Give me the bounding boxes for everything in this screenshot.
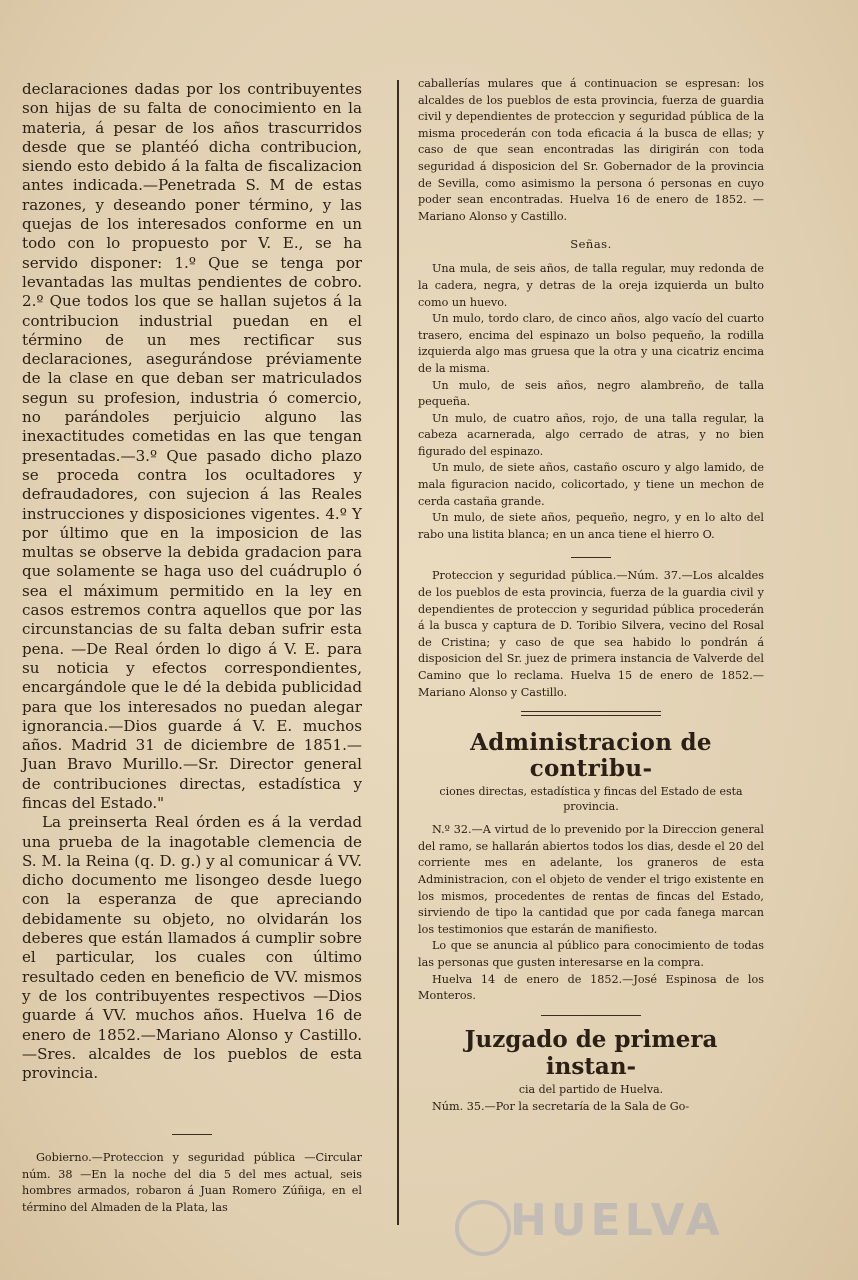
administracion-heading: Administracion de contribu- xyxy=(470,729,712,783)
senas-item: Un mulo, de siete años, pequeño, negro, y en lo alto del rabo una listita blanca; en un anca tiene el hierro O. xyxy=(418,511,764,541)
robbery-notice-text: caballerías mulares que á continuacion se espresan: los alcaldes de los pueblos de esta provincia, fuerza de guardia civil y dependientes de proteccion y seguridad pública de la misma procederán con toda eficacia á la busca de ellas; y caso de que sean encontradas las dirigirán con toda seguridad á disposicion del Sr. Gobernador de la provincia de Sevilla, como asimismo la persona ó personas en cuyo poder sean encontradas. Huelva 16 de enero de 1852. —Mariano Alonso y Castillo. xyxy=(418,77,764,223)
gobierno-circular xyxy=(22,1150,362,1216)
watermark-text: HUELVA xyxy=(510,1195,724,1246)
right-column xyxy=(418,76,764,1115)
senas-title: Señas. xyxy=(570,237,612,252)
robbery-notice xyxy=(418,76,764,225)
senas-item: Un mulo, tordo claro, de cinco años, algo vacío del cuarto trasero, encima del espinazo un bolso pequeño, la rodilla izquierda algo mas gruesa que la otra y una cicatriz encima de la misma. xyxy=(418,312,764,375)
administracion-notice-text-2: Lo que se anuncia al público para conocimiento de todas las personas que gusten interesarse en la compra. xyxy=(418,939,764,969)
section-divider xyxy=(571,557,611,558)
administracion-subheading: ciones directas, estadística y fincas del Estado de esta provincia. xyxy=(439,785,743,814)
senas-item: Un mulo, de seis años, negro alambreño, de talla pequeña. xyxy=(418,378,764,409)
watermark-seal xyxy=(455,1200,511,1256)
section-divider xyxy=(521,711,661,716)
juzgado-subheading: cia del partido de Huelva. xyxy=(518,1082,664,1096)
left-paragraph-1: declaraciones dadas por los contribuyentes son hijas de su falta de conocimiento en la materia, á pesar de los años trascurridos desde que se plantéó dicha contribucion, siendo esto debido á la falta de fiscalizacion antes indicada.—Penetrada S. M de estas razones, y deseando poner término, y las quejas de los interesados conforme en un todo con lo propuesto por V. E., se ha servido disponer: 1.º Que se tenga por levantadas las multas pendientes de cobro. 2.º Que todos los que se hallan sujetos á la contribucion industrial puedan en el término de un mes rectificar sus declaraciones, asegurándose préviamente de la clase en que deban ser matriculados segun su profesion, industria ó comercio, no parándoles perjuicio alguno las inexactitudes cometidas en las que tengan presentadas.—3.º Que pasado dicho plazo se proceda contra los ocultadores y defraudadores, con sujecion á las Reales instrucciones y disposiciones vigentes. 4.º Y por último que en la imposicion de las multas se observe la debida gradacion para que solamente se haga uso del cuádruplo ó sea el máximum permitido en la ley en casos estremos contra aquellos que por las circunstancias de su falta deban sufrir esta pena. —De Real órden lo digo á V. E. para su noticia y efectos correspondientes, encargándole que le dé la debida publicidad para que los interesados no puedan alegar ignorancia.—Dios guarde á V. E. muchos años. Madrid 31 de diciembre de 1851.—Juan Bravo Murillo.—Sr. Director general de contribuciones directas, estadística y fincas del Estado." xyxy=(22,80,362,812)
proteccion-notice xyxy=(418,568,764,701)
left-column xyxy=(22,80,362,1083)
section-divider xyxy=(541,1015,641,1016)
senas-item: Un mulo, de cuatro años, rojo, de una talla regular, la cabeza acarnerada, algo cerrado de atras, y no bien figurado del espinazo. xyxy=(418,411,764,458)
administracion-notice xyxy=(418,822,764,1005)
proteccion-notice-text: Proteccion y seguridad pública.—Núm. 37.—Los alcaldes de los pueblos de esta provincia, fuerza de la guardia civil y dependientes de proteccion y seguridad pública procederán á la busca y captura de D. Toribio Silvera, vecino del Rosal de Cristina; y caso de que sea habido lo pondrán á disposicion del Sr. juez de primera instancia de Valverde del Camino que lo reclama. Huelva 15 de enero de 1852.—Mariano Alonso y Castillo. xyxy=(418,569,764,699)
left-column-text xyxy=(22,80,362,1083)
senas-item: Una mula, de seis años, de talla regular, muy redonda de la cadera, negra, y detras de la oreja izquierda un bulto como un huevo. xyxy=(418,262,764,309)
juzgado-heading: Juzgado de primera instan- xyxy=(464,1025,718,1080)
left-paragraph-2: La preinserta Real órden es á la verdad una prueba de la inagotable clemencia de S. M. la Reina (q. D. g.) y al comunicar á VV. dicho documento me lisongeo desde luego con la esperanza de que apreciando debidamente su objeto, no olvidarán los deberes que están llamados á cumplir sobre el particular, los cuales con último resultado ceden en beneficio de VV. mismos y de los contribuyentes respectivos —Dios guarde á VV. muchos años. Huelva 16 de enero de 1852.—Mariano Alonso y Castillo.—Sres. alcaldes de los pueblos de esta provincia. xyxy=(22,813,362,1083)
gobierno-circular-text: Gobierno.—Proteccion y seguridad pública —Circular núm. 38 —En la noche del dia 5 del mes actual, seis hombres armados, robaron á Juan Romero Zúñiga, en el término del Almaden de la Plata, las xyxy=(22,1151,362,1214)
juzgado-notice xyxy=(418,1099,764,1116)
administracion-notice-text: N.º 32.—A virtud de lo prevenido por la Direccion general del ramo, se hallarán abiertos todos los dias, desde el 20 del corriente mes en adelante, los graneros de esta Administracion, con el objeto de vender el trigo existente en los mismos, procedentes de rentas de fincas del Estado, sirviendo de tipo la cantidad que por cada fanega marcan los testimonios que estarán de manifiesto. xyxy=(418,823,764,936)
senas-item: Un mulo, de siete años, castaño oscuro y algo lamido, de mala figuracion nacido, colicortado, y tiene un mechon de cerda castaña grande. xyxy=(418,461,764,508)
juzgado-notice-text: Núm. 35.—Por la secretaría de la Sala de Go- xyxy=(432,1099,690,1113)
section-divider xyxy=(172,1134,212,1135)
column-rule xyxy=(397,80,399,1225)
administracion-signature: Huelva 14 de enero de 1852.—José Espinosa de los Monteros. xyxy=(418,972,764,1003)
senas-list xyxy=(418,261,764,543)
